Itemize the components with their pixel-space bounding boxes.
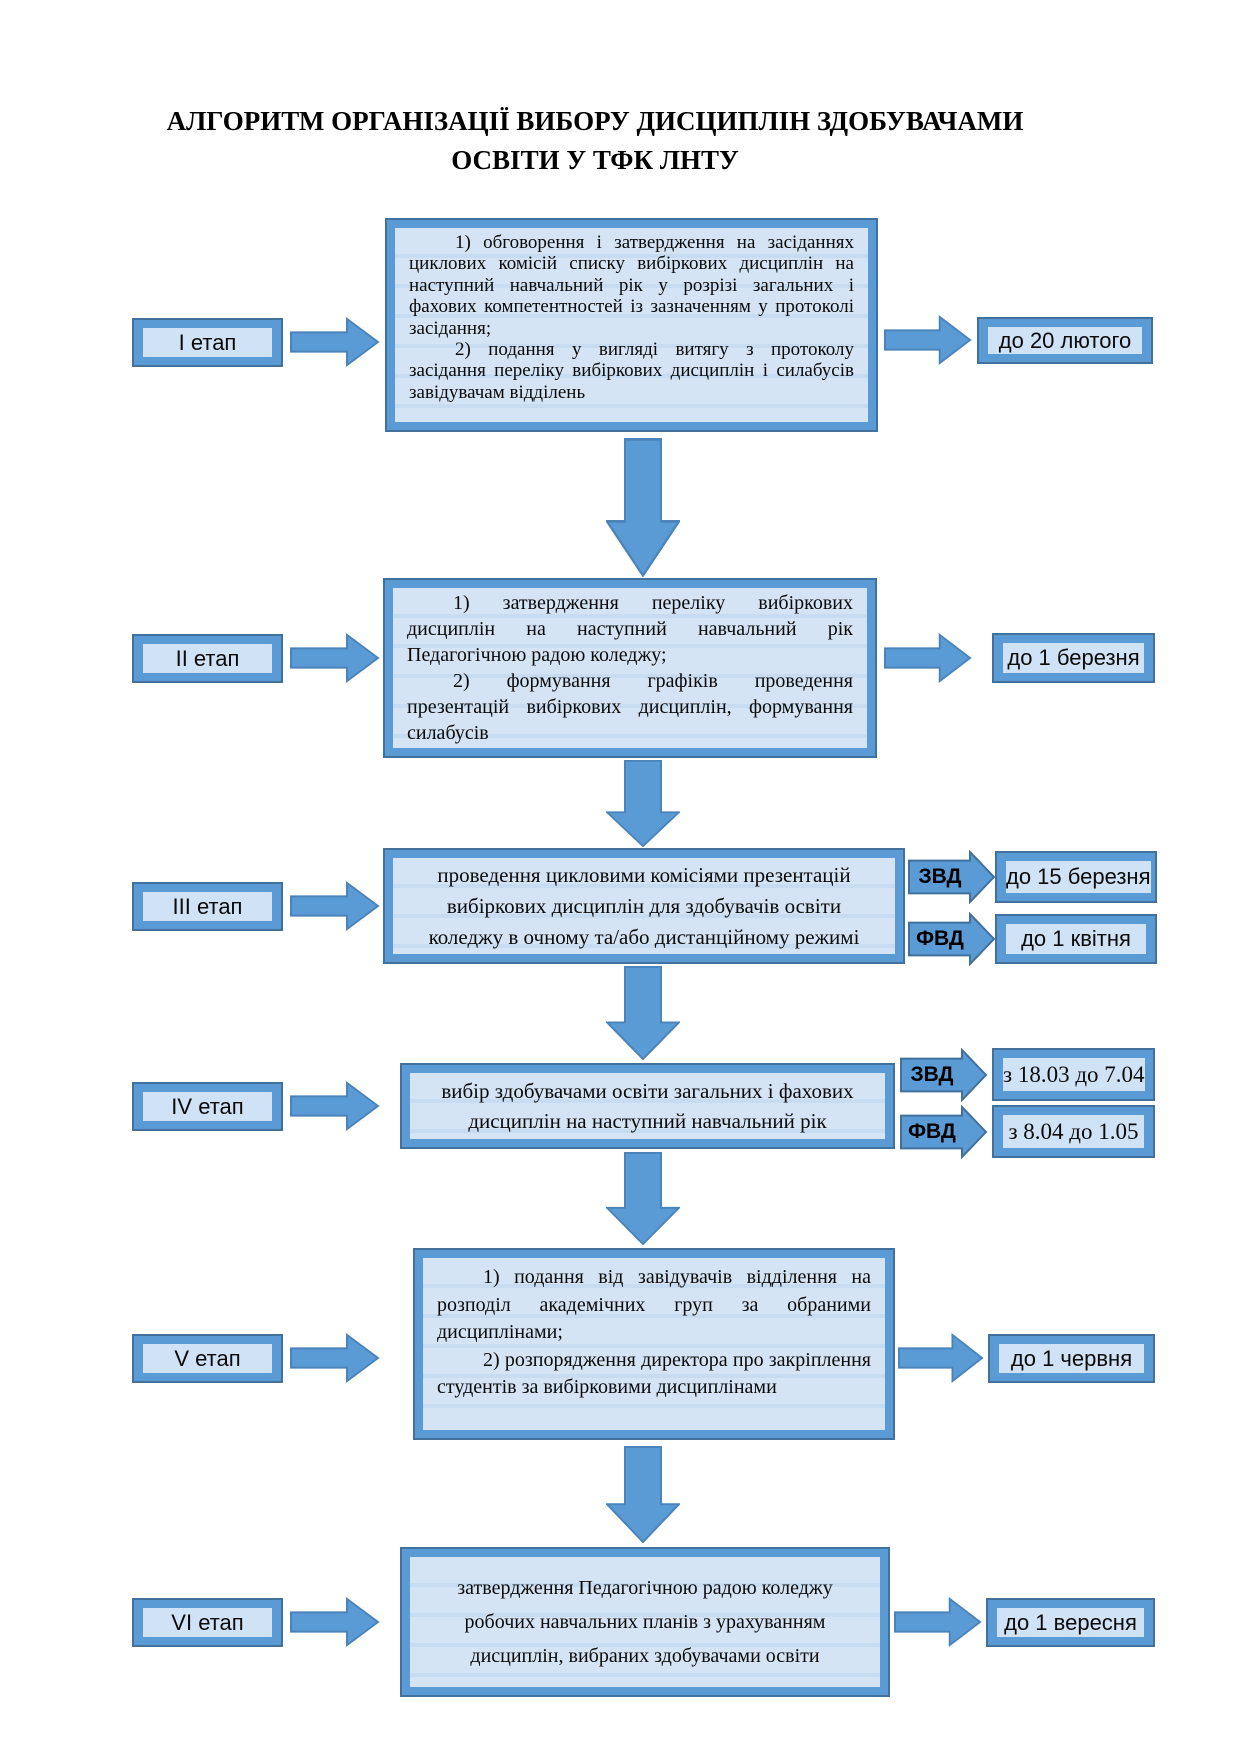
stage-1-box	[385, 218, 878, 432]
stage-4-label: IV етап	[143, 1092, 272, 1121]
stage-3-deadline-zvd: до 15 березня	[1006, 861, 1151, 893]
stage-6-text: затвердження Педагогічною радою коледжу робочих навчальних планів з урахуванням дисциплін, вибраних здобувачами освіти	[457, 1577, 833, 1667]
stage-1-text-1: 1) обговорення і затвердження на засіданнях циклових комісій списку вибіркових дисциплін на наступний навчальний рік у розрізі загальних і фахових компетентностей із зазначенням у протоколі засідання;	[409, 232, 854, 339]
stage-2-label: II етап	[143, 644, 272, 673]
stage-6-label: VI етап	[143, 1608, 272, 1637]
stage-3-label-box	[132, 882, 283, 931]
arrow-right-icon	[898, 1333, 984, 1383]
stage-6-label-box	[132, 1598, 283, 1647]
stage-2-box	[383, 578, 877, 758]
arrow-right-icon	[290, 1333, 380, 1383]
arrow-down-icon	[606, 438, 680, 577]
stage-3-deadline-fvd: до 1 квітня	[1006, 924, 1146, 954]
stage-5-box	[413, 1248, 895, 1440]
stage-4-deadline-zvd-box	[992, 1048, 1155, 1101]
stage-5-deadline-box	[988, 1334, 1155, 1383]
stage-4-text: вибір здобувачами освіти загальних і фахових дисциплін на наступний навчальний рік	[441, 1079, 854, 1133]
arrow-right-icon	[290, 633, 380, 683]
zvd-arrow-icon	[908, 850, 996, 904]
stage-3-label: III етап	[143, 892, 272, 921]
stage-1-label-box	[132, 318, 283, 367]
arrow-right-icon	[290, 881, 380, 931]
stage-6-box	[400, 1547, 890, 1697]
stage-2-deadline-box	[992, 633, 1155, 683]
arrow-down-icon	[606, 1152, 680, 1245]
stage-4-tag-zvd: ЗВД	[910, 1063, 954, 1086]
stage-4-label-box	[132, 1082, 283, 1131]
stage-2-label-box	[132, 634, 283, 683]
stage-3-tag-fvd: ФВД	[916, 927, 964, 950]
fvd-arrow-icon	[900, 1105, 988, 1159]
stage-3-deadline-zvd-box	[995, 851, 1157, 903]
stage-1-text-2: 2) подання у вигляді витягу з протоколу засідання переліку вибіркових дисциплін і силабусів завідувачам відділень	[409, 339, 854, 403]
arrow-down-icon	[606, 1446, 680, 1543]
stage-2-text-1: 1) затвердження переліку вибіркових дисциплін на наступний навчальний рік Педагогічною радою коледжу;	[407, 592, 853, 666]
arrow-right-icon	[290, 317, 380, 367]
zvd-arrow-icon	[900, 1048, 988, 1102]
stage-1-deadline-box	[977, 317, 1153, 364]
stage-1-label: I етап	[143, 328, 272, 357]
page-title-line1: АЛГОРИТМ ОРГАНІЗАЦІЇ ВИБОРУ ДИСЦИПЛІН ЗДОБУВАЧАМИ	[166, 106, 1024, 136]
stage-5-label: V етап	[143, 1344, 272, 1373]
stage-3-tag-zvd: ЗВД	[918, 865, 962, 888]
stage-4-tag-fvd: ФВД	[908, 1120, 956, 1143]
stage-4-deadline-fvd-box	[992, 1105, 1155, 1158]
arrow-down-icon	[606, 760, 680, 847]
stage-3-text: проведення цикловими комісіями презентацій вибіркових дисциплін для здобувачів освіти коледжу в очному та/або дистанційному режимі	[428, 862, 860, 949]
page-title-line2: ОСВІТИ У ТФК ЛНТУ	[451, 145, 739, 176]
stage-4-deadline-zvd: з 18.03 до 7.04	[1003, 1058, 1145, 1091]
stage-5-text-1: 1) подання від завідувачів відділення на розподіл академічних груп за обраними дисциплінами;	[437, 1266, 871, 1343]
stage-3-box	[383, 848, 905, 964]
arrow-right-icon	[290, 1597, 380, 1647]
stage-3-deadline-fvd-box	[995, 914, 1157, 964]
stage-5-text-2: 2) розпорядження директора про закріплення студентів за вибірковими дисциплінами	[437, 1348, 871, 1398]
stage-1-deadline: до 20 лютого	[988, 327, 1142, 354]
stage-5-deadline: до 1 червня	[999, 1344, 1144, 1373]
fvd-arrow-icon	[908, 912, 996, 966]
arrow-right-icon	[884, 315, 972, 365]
stage-6-deadline: до 1 вересня	[997, 1608, 1144, 1637]
stage-6-deadline-box	[986, 1598, 1155, 1647]
arrow-right-icon	[884, 633, 972, 683]
stage-2-text-2: 2) формування графіків проведення презентацій вибіркових дисциплін, формування силабусів	[407, 670, 853, 744]
stage-4-deadline-fvd: з 8.04 до 1.05	[1003, 1115, 1144, 1148]
stage-2-deadline: до 1 березня	[1003, 643, 1144, 673]
arrow-down-icon	[606, 966, 680, 1060]
stage-5-label-box	[132, 1334, 283, 1383]
arrow-right-icon	[894, 1597, 982, 1647]
page-title	[0, 102, 1190, 180]
stage-4-box	[400, 1063, 895, 1149]
arrow-right-icon	[290, 1081, 380, 1131]
